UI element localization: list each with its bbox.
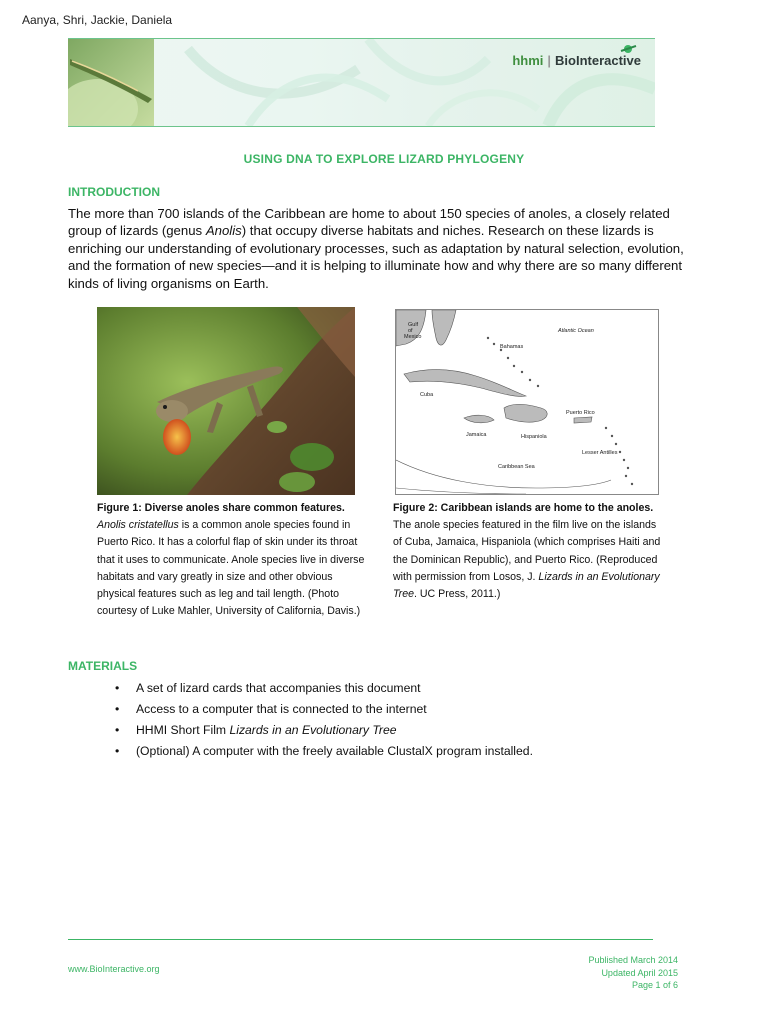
list-item xyxy=(115,723,533,744)
bullet-icon: • xyxy=(115,702,120,716)
map-label-of: of xyxy=(408,328,413,334)
page-number: Page 1 of 6 xyxy=(631,980,678,990)
intro-text-1: The more than 700 islands of the Caribbean are home to about 150 species of anoles, a closely related group of lizards (genus xyxy=(68,206,670,239)
map-label-atlantic: Atlantic Ocean xyxy=(558,328,594,334)
map-label-lesser-antilles: Lesser Antilles xyxy=(582,450,618,456)
intro-text-2: ) that occupy diverse habitats and niches. Research on these lizards is enriching our understanding of evolutionary processes, such as adaptation by natural selection, evolution, and the formation of new species—and it is helping to illuminate how and why there are so many different kinds of living organisms on Earth. xyxy=(68,223,684,291)
materials-list xyxy=(115,681,533,765)
lizard-photo-image xyxy=(97,307,355,495)
material-item-text: (Optional) A computer with the freely available ClustalX program installed. xyxy=(136,744,533,758)
figure1-caption-text: is a common anole species found in Puerto Rico. It has a colorful flap of skin under its throat that it uses to communicate. Anole species live in diverse habitats and vary greatly in size and other obvious physical features such as leg and tail length. (Photo courtesy of Luke Mahler, University of California, Davis.) xyxy=(97,519,365,618)
figure2-book-title: Lizards in an Evolutionary Tree xyxy=(393,570,660,601)
map-label-puerto-rico: Puerto Rico xyxy=(566,410,595,416)
list-item xyxy=(115,702,533,723)
figure1-caption-title: Figure 1: Diverse anoles share common features. xyxy=(97,502,345,514)
list-item xyxy=(115,681,533,702)
map-label-gulf: Gulf xyxy=(408,322,419,328)
map-label-cuba: Cuba xyxy=(420,392,434,398)
logo-separator: | xyxy=(547,53,552,68)
figure2-caption-title: Figure 2: Caribbean islands are home to the anoles. xyxy=(393,502,654,514)
logo-biointeractive: BioInteractive xyxy=(555,53,641,68)
footer-divider xyxy=(68,939,653,940)
introduction-paragraph xyxy=(68,205,690,292)
hhmi-biointeractive-logo xyxy=(512,53,641,68)
map-label-hispaniola: Hispaniola xyxy=(521,434,547,440)
header-banner xyxy=(68,38,655,127)
figure1-caption xyxy=(97,500,372,620)
material-item-text: HHMI Short Film xyxy=(136,723,230,737)
intro-genus: Anolis xyxy=(205,223,242,239)
map-label-bahamas: Bahamas xyxy=(500,344,524,350)
material-item-text: A set of lizard cards that accompanies this document xyxy=(136,681,421,695)
footer-url[interactable]: www.BioInteractive.org xyxy=(68,964,160,974)
materials-heading: MATERIALS xyxy=(68,659,138,673)
figure1-lizard-photo xyxy=(97,307,355,495)
material-item-text: Access to a computer that is connected to the internet xyxy=(136,702,427,716)
map-label-jamaica: Jamaica xyxy=(466,432,487,438)
list-item xyxy=(115,744,533,765)
bullet-icon: • xyxy=(115,681,120,695)
updated-date: Updated April 2015 xyxy=(601,967,678,978)
published-date: Published March 2014 xyxy=(588,955,678,965)
figure1-species: Anolis cristatellus xyxy=(97,519,179,532)
bullet-icon: • xyxy=(115,723,120,737)
figure2-caption-text: The anole species featured in the film live on the islands of Cuba, Jamaica, Hispaniola (which comprises Haiti and the Dominican Republic), and Puerto Rico. (Reproduced with permission from Losos, J. xyxy=(393,519,661,583)
introduction-heading: INTRODUCTION xyxy=(68,185,160,199)
figure2-caribbean-map xyxy=(395,309,659,495)
figure2-caption-end: . UC Press, 2011.) xyxy=(414,588,501,601)
map-label-mexico: Mexico xyxy=(404,334,422,340)
bullet-icon: • xyxy=(115,744,120,758)
document-title: USING DNA TO EXPLORE LIZARD PHYLOGENY xyxy=(243,152,525,166)
caribbean-map-image xyxy=(396,310,658,494)
figure2-caption xyxy=(393,500,661,603)
material-film-title: Lizards in an Evolutionary Tree xyxy=(229,723,397,737)
map-label-caribbean-sea: Caribbean Sea xyxy=(498,464,535,470)
author-names: Aanya, Shri, Jackie, Daniela xyxy=(22,13,173,27)
footer-info xyxy=(588,954,678,992)
logo-hhmi: hhmi xyxy=(512,53,544,68)
